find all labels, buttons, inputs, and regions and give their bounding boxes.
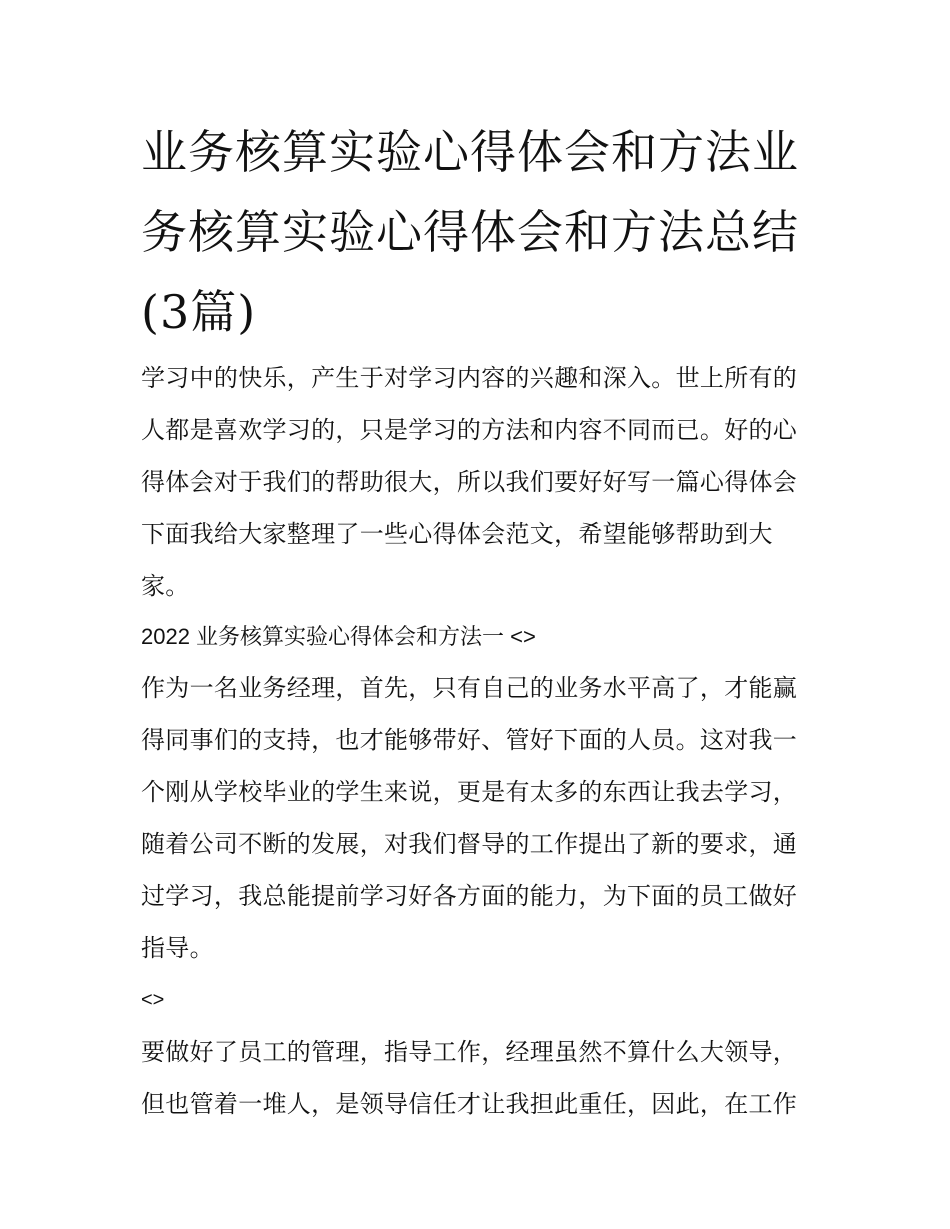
document-body [141,112,813,1130]
section-marker: <> [141,989,165,1011]
intro-paragraph: 学习中的快乐，产生于对学习内容的兴趣和深入。世上所有的人都是喜欢学习的，只是学习的方法和内容不同而已。好的心得体会对于我们的帮助很大，所以我们要好好写一篇心得体会下面我给大家整理了一些心得体会范文，希望能够帮助到大家。 [141,364,798,600]
body-paragraph-2: 要做好了员工的管理，指导工作，经理虽然不算什么大领导，但也管着一堆人，是领导信任才让我担此重任，因此，在工作 [141,1038,798,1118]
document-title: 业务核算实验心得体会和方法业务核算实验心得体会和方法总结(3篇) [141,125,799,339]
section-heading: 2022 业务核算实验心得体会和方法一 <> [141,624,536,649]
body-paragraph-1: 作为一名业务经理，首先，只有自己的业务水平高了，才能赢得同事们的支持，也才能够带好、管好下面的人员。这对我一个刚从学校毕业的学生来说，更是有太多的东西让我去学习，随着公司不断的发展，对我们督导的工作提出了新的要求，通过学习，我总能提前学习好各方面的能力，为下面的员工做好指导。 [141,674,798,962]
